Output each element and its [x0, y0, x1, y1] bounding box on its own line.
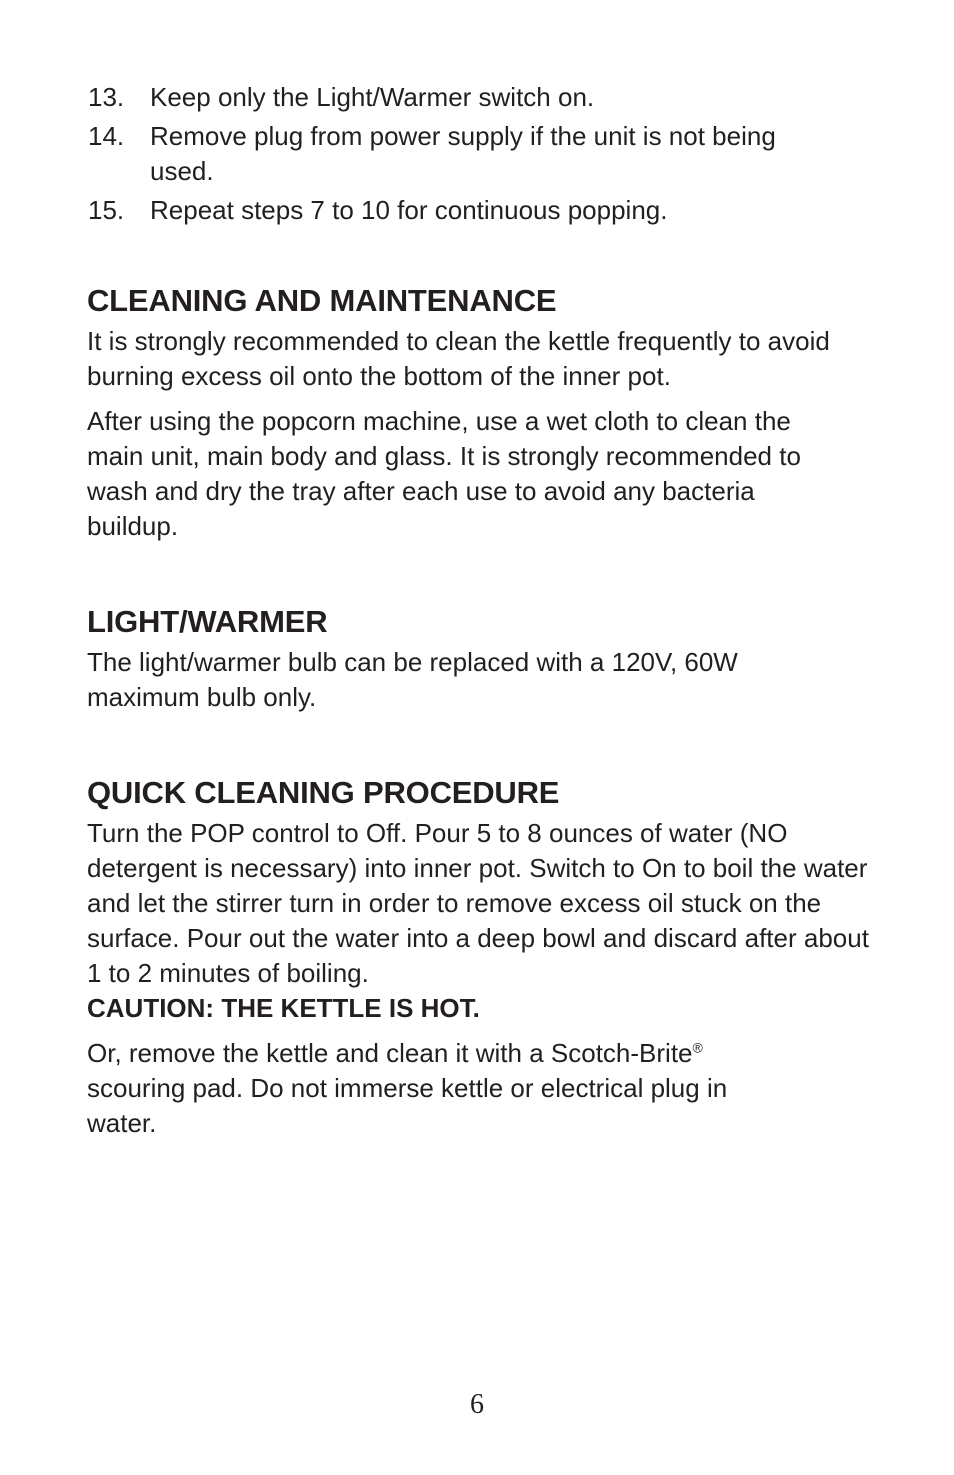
quick-cleaning-text: Turn the POP control to Off. Pour 5 to 8 ounces of water (NO detergent is necessary) into inner pot. Switch to On to boil the water and let the stirrer turn in order to remove excess oil stuck on the surface. Pour out the water into a deep bowl and discard after about 1 to 2 minutes of boiling.: [87, 818, 869, 988]
section-heading-quick-cleaning: QUICK CLEANING PROCEDURE: [87, 775, 560, 810]
list-item: [88, 193, 888, 228]
light-warmer-paragraph: The light/warmer bulb can be replaced with a 120V, 60W maximum bulb only.: [87, 647, 738, 712]
section-heading-light-warmer: LIGHT/WARMER: [87, 604, 328, 639]
cleaning-paragraph-2: After using the popcorn machine, use a wet cloth to clean the main unit, main body and glass. It is strongly recommended to wash and dry the tray after each use to avoid any bacteria buildup.: [87, 406, 801, 541]
step-text: Keep only the Light/Warmer switch on.: [150, 82, 595, 112]
scouring-text-before: Or, remove the kettle and clean it with a Scotch-Brite: [87, 1038, 693, 1068]
section-heading-cleaning: CLEANING AND MAINTENANCE: [87, 283, 557, 318]
list-item: [88, 119, 888, 189]
quick-cleaning-paragraph: [87, 816, 877, 1026]
quick-cleaning-section: [87, 774, 877, 1151]
scouring-text-after: scouring pad. Do not immerse kettle or electrical plug in water.: [87, 1073, 728, 1138]
cleaning-maintenance-section: [87, 282, 862, 554]
steps-list: [88, 80, 888, 232]
page-number: 6: [470, 1389, 484, 1420]
light-warmer-section: [87, 603, 827, 725]
step-number: 14.: [88, 121, 125, 151]
step-text: Repeat steps 7 to 10 for continuous popping.: [150, 195, 668, 225]
registered-mark: ®: [692, 1039, 703, 1056]
step-number: 15.: [88, 195, 125, 225]
list-item: [88, 80, 888, 115]
scouring-paragraph: [87, 1036, 797, 1141]
cleaning-paragraph-1: It is strongly recommended to clean the kettle frequently to avoid burning excess oil onto the bottom of the inner pot.: [87, 326, 830, 391]
step-text: Remove plug from power supply if the unit is not being used.: [150, 121, 776, 186]
caution-text: CAUTION: THE KETTLE IS HOT.: [87, 993, 480, 1023]
step-number: 13.: [88, 82, 125, 112]
